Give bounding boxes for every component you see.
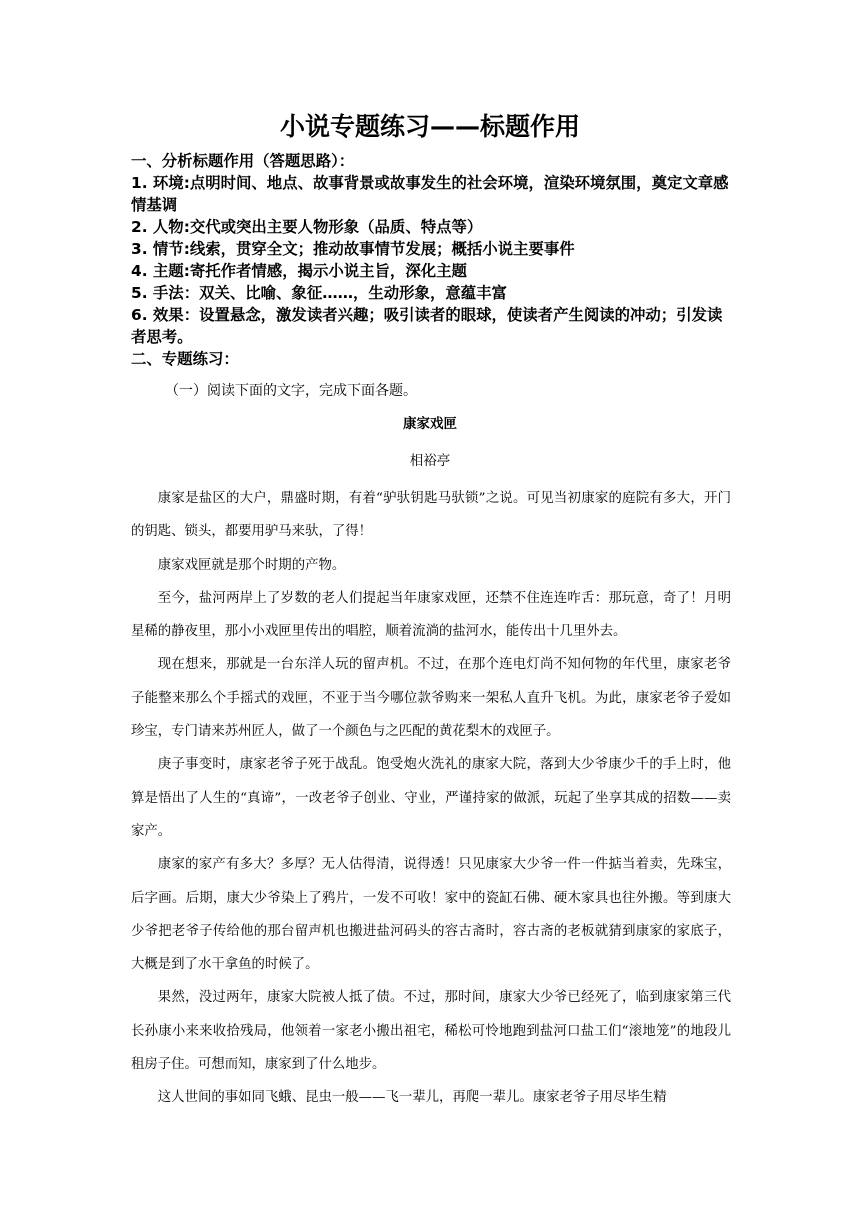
section-heading-analysis: 一、分析标题作用（答题思路）： <box>131 152 355 170</box>
guide-item-plot: 3. 情节:线索，贯穿全文；推动故事情节发展；概括小说主要事件 <box>131 240 575 258</box>
story-body <box>131 482 731 1115</box>
document-title: 小说专题练习——标题作用 <box>279 112 580 141</box>
guide-item-character: 2. 人物:交代或突出主要人物形象（品质、特点等） <box>131 218 483 236</box>
guide-item-effect: 6. 效果：设置悬念，激发读者兴趣；吸引读者的眼球，使读者产生阅读的冲动；引发读者思考。 <box>131 306 723 346</box>
story-paragraph: 至今，盐河两岸上了岁数的老人们提起当年康家戏匣，还禁不住连连咋舌：那玩意，奇了！月明星稀的静夜里，那小小戏匣里传出的唱腔，顺着流淌的盐河水，能传出十几里外去。 <box>131 590 731 640</box>
story-paragraph: 现在想来，那就是一台东洋人玩的留声机。不过，在那个连电灯尚不知何物的年代里，康家老爷子能整来那么个手摇式的戏匣，不亚于当今哪位款爷购来一架私人直升飞机。为此，康家老爷子爱如珍宝，专门请来苏州匠人，做了一个颜色与之匹配的黄花梨木的戏匣子。 <box>131 657 731 740</box>
answer-guide <box>131 150 736 370</box>
story-paragraph: 康家的家产有多大？多厚？无人估得清，说得透！只见康家大少爷一件一件掂当着卖，先珠宝，后字画。后期，康大少爷染上了鸦片，一发不可收！家中的瓷缸石佛、硬木家具也往外搬。等到康大少爷把老爷子传给他的那台留声机也搬进盐河码头的容古斋时，容古斋的老板就猜到康家的家底子，大概是到了水干拿鱼的时候了。 <box>131 857 731 973</box>
exercise-intro: （一）阅读下面的文字，完成下面各题。 <box>165 383 417 399</box>
story-paragraph: 康家戏匣就是那个时期的产物。 <box>157 557 346 573</box>
guide-item-theme: 4. 主题:寄托作者情感，揭示小说主旨，深化主题 <box>131 262 467 280</box>
story-title: 康家戏匣 <box>403 416 457 432</box>
guide-item-environment: 1. 环境:点明时间、地点、故事背景或故事发生的社会环境，渲染环境氛围，奠定文章感情基调 <box>131 174 729 214</box>
guide-item-technique: 5. 手法：双关、比喻、象征……，生动形象，意蕴丰富 <box>131 284 507 302</box>
story-paragraph: 庚子事变时，康家老爷子死于战乱。饱受炮火洗礼的康家大院，落到大少爷康少千的手上时，他算是悟出了人生的“真谛”，一改老爷子创业、守业，严谨持家的做派，玩起了坐享其成的招数——卖家产。 <box>131 757 731 839</box>
story-paragraph: 果然，没过两年，康家大院被人抵了债。不过，那时间，康家大少爷已经死了，临到康家第三代长孙康小来来收拾残局，他领着一家老小搬出祖宅，稀松可怜地跑到盐河口盐工们“滚地笼”的地段儿租房子住。可想而知，康家到了什么地步。 <box>131 990 731 1073</box>
section-heading-exercise: 二、专题练习： <box>131 350 239 368</box>
story-author: 相裕亭 <box>409 453 451 469</box>
story-paragraph: 康家是盐区的大户，鼎盛时期，有着“驴驮钥匙马驮锁”之说。可见当初康家的庭院有多大，开门的钥匙、锁头，都要用驴马来驮，了得！ <box>131 491 731 540</box>
story-paragraph: 这人世间的事如同飞蛾、昆虫一般——飞一辈儿，再爬一辈儿。康家老爷子用尽毕生精 <box>157 1090 667 1106</box>
